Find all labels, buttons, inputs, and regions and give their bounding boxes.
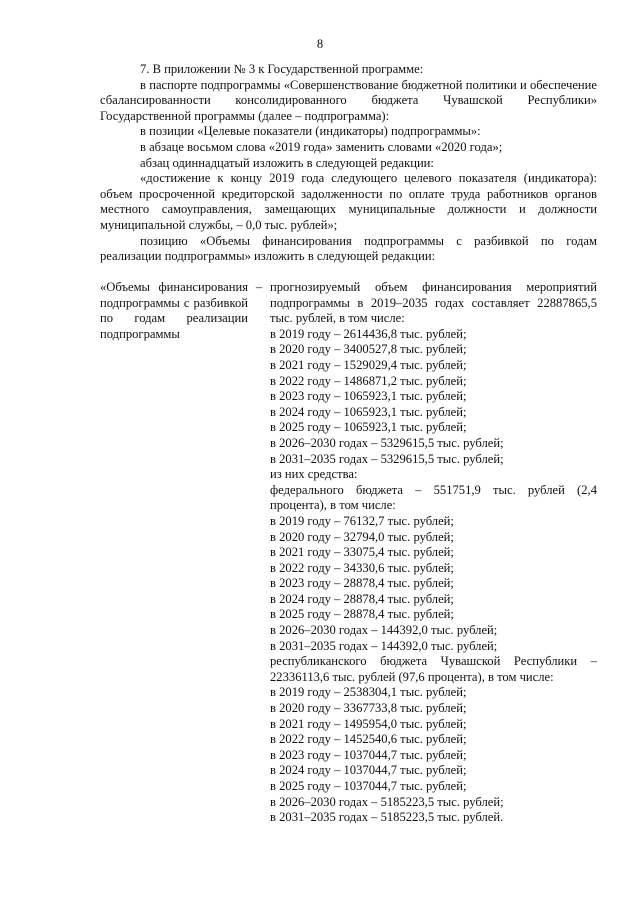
document-body (100, 62, 597, 265)
paragraph-paragraph-eleven: абзац одиннадцатый изложить в следующей редакции: (140, 155, 434, 170)
funding-intro: прогнозируемый объем финансирования мероприятий подпрограммы в 2019–2035 годах составляет 22887865,5 тыс. рублей, в том числе: (270, 280, 597, 326)
list-item: в 2025 году – 28878,4 тыс. рублей; (270, 607, 454, 622)
republic-years-list (270, 685, 597, 825)
list-item: в 2021 году – 1495954,0 тыс. рублей; (270, 716, 467, 731)
list-item: в 2026–2030 годах – 5185223,5 тыс. рублей; (270, 794, 504, 809)
list-item: в 2019 году – 76132,7 тыс. рублей; (270, 513, 454, 528)
list-item: в 2019 году – 2538304,1 тыс. рублей; (270, 685, 467, 700)
list-item: в 2020 году – 3400527,8 тыс. рублей; (270, 342, 467, 357)
list-item: в 2031–2035 годах – 5329615,5 тыс. рублей; (270, 451, 504, 466)
list-item: в 2023 году – 1065923,1 тыс. рублей; (270, 389, 467, 404)
list-item: в 2025 году – 1065923,1 тыс. рублей; (270, 420, 467, 435)
list-item: в 2025 году – 1037044,7 тыс. рублей; (270, 779, 467, 793)
republic-intro: республиканского бюджета Чувашской Республики – 22336113,6 тыс. рублей (97,6 процента), в том числе: (270, 654, 597, 684)
federal-years-list (270, 514, 597, 654)
list-item: в 2031–2035 годах – 144392,0 тыс. рублей; (270, 638, 498, 653)
of-them-label: из них средства: (270, 467, 358, 482)
list-item: в 2023 году – 28878,4 тыс. рублей; (270, 576, 454, 591)
federal-intro: федерального бюджета – 551751,9 тыс. рублей (2,4 процента), в том числе: (270, 482, 597, 513)
list-item: в 2024 году – 1037044,7 тыс. рублей; (270, 763, 467, 778)
funding-table (100, 280, 597, 826)
list-item: в 2020 году – 3367733,8 тыс. рублей; (270, 701, 467, 716)
list-item: в 2021 году – 33075,4 тыс. рублей; (270, 545, 454, 560)
list-item: в 2020 году – 32794,0 тыс. рублей; (270, 529, 454, 544)
list-item: в 2019 году – 2614436,8 тыс. рублей; (270, 326, 467, 341)
list-item: в 2026–2030 годах – 5329615,5 тыс. рублей; (270, 435, 504, 450)
page-number: 8 (316, 37, 324, 51)
list-item: в 2024 году – 1065923,1 тыс. рублей; (270, 404, 467, 419)
paragraph-passport: в паспорте подпрограммы «Совершенствование бюджетной политики и обеспечение сбалансированности консолидированного бюджета Чувашской Республики» Государственной программы (далее – подпрограмма): (100, 77, 597, 123)
funding-details (270, 280, 597, 826)
list-item: в 2022 году – 1486871,2 тыс. рублей; (270, 373, 467, 388)
list-item: в 2023 году – 1037044,7 тыс. рублей; (270, 747, 467, 762)
list-item: в 2026–2030 годах – 144392,0 тыс. рублей; (270, 623, 498, 638)
list-item: в 2031–2035 годах – 5185223,5 тыс. рублей. (270, 810, 504, 825)
list-item: в 2022 году – 1452540,6 тыс. рублей; (270, 732, 467, 747)
paragraph-quote-indicator: «достижение к концу 2019 года следующего целевого показателя (индикатора): объем просроченной кредиторской задолженности по оплате труда работников органов местного самоуправления, замещающих муниципальные должности и должности муниципальной службы, – 0,0 тыс. рублей»; (100, 171, 597, 232)
list-item: в 2022 году – 34330,6 тыс. рублей; (270, 560, 454, 575)
paragraph-position-funding: позицию «Объемы финансирования подпрограммы с разбивкой по годам реализации подпрограммы» изложить в следующей редакции: (100, 233, 597, 264)
paragraph-item-7: 7. В приложении № 3 к Государственной программе: (140, 62, 424, 76)
list-item: в 2021 году – 1529029,4 тыс. рублей; (270, 357, 467, 372)
funding-label: «Объемы финансирования подпрограммы с разбивкой по годам реализации подпрограммы (100, 280, 248, 341)
total-years-list (270, 327, 597, 467)
funding-dash: – (255, 280, 263, 294)
list-item: в 2024 году – 28878,4 тыс. рублей; (270, 591, 454, 606)
paragraph-paragraph-eight: в абзаце восьмом слова «2019 года» заменить словами «2020 года»; (140, 139, 503, 154)
paragraph-position-indicators: в позиции «Целевые показатели (индикаторы) подпрограммы»: (140, 124, 481, 139)
